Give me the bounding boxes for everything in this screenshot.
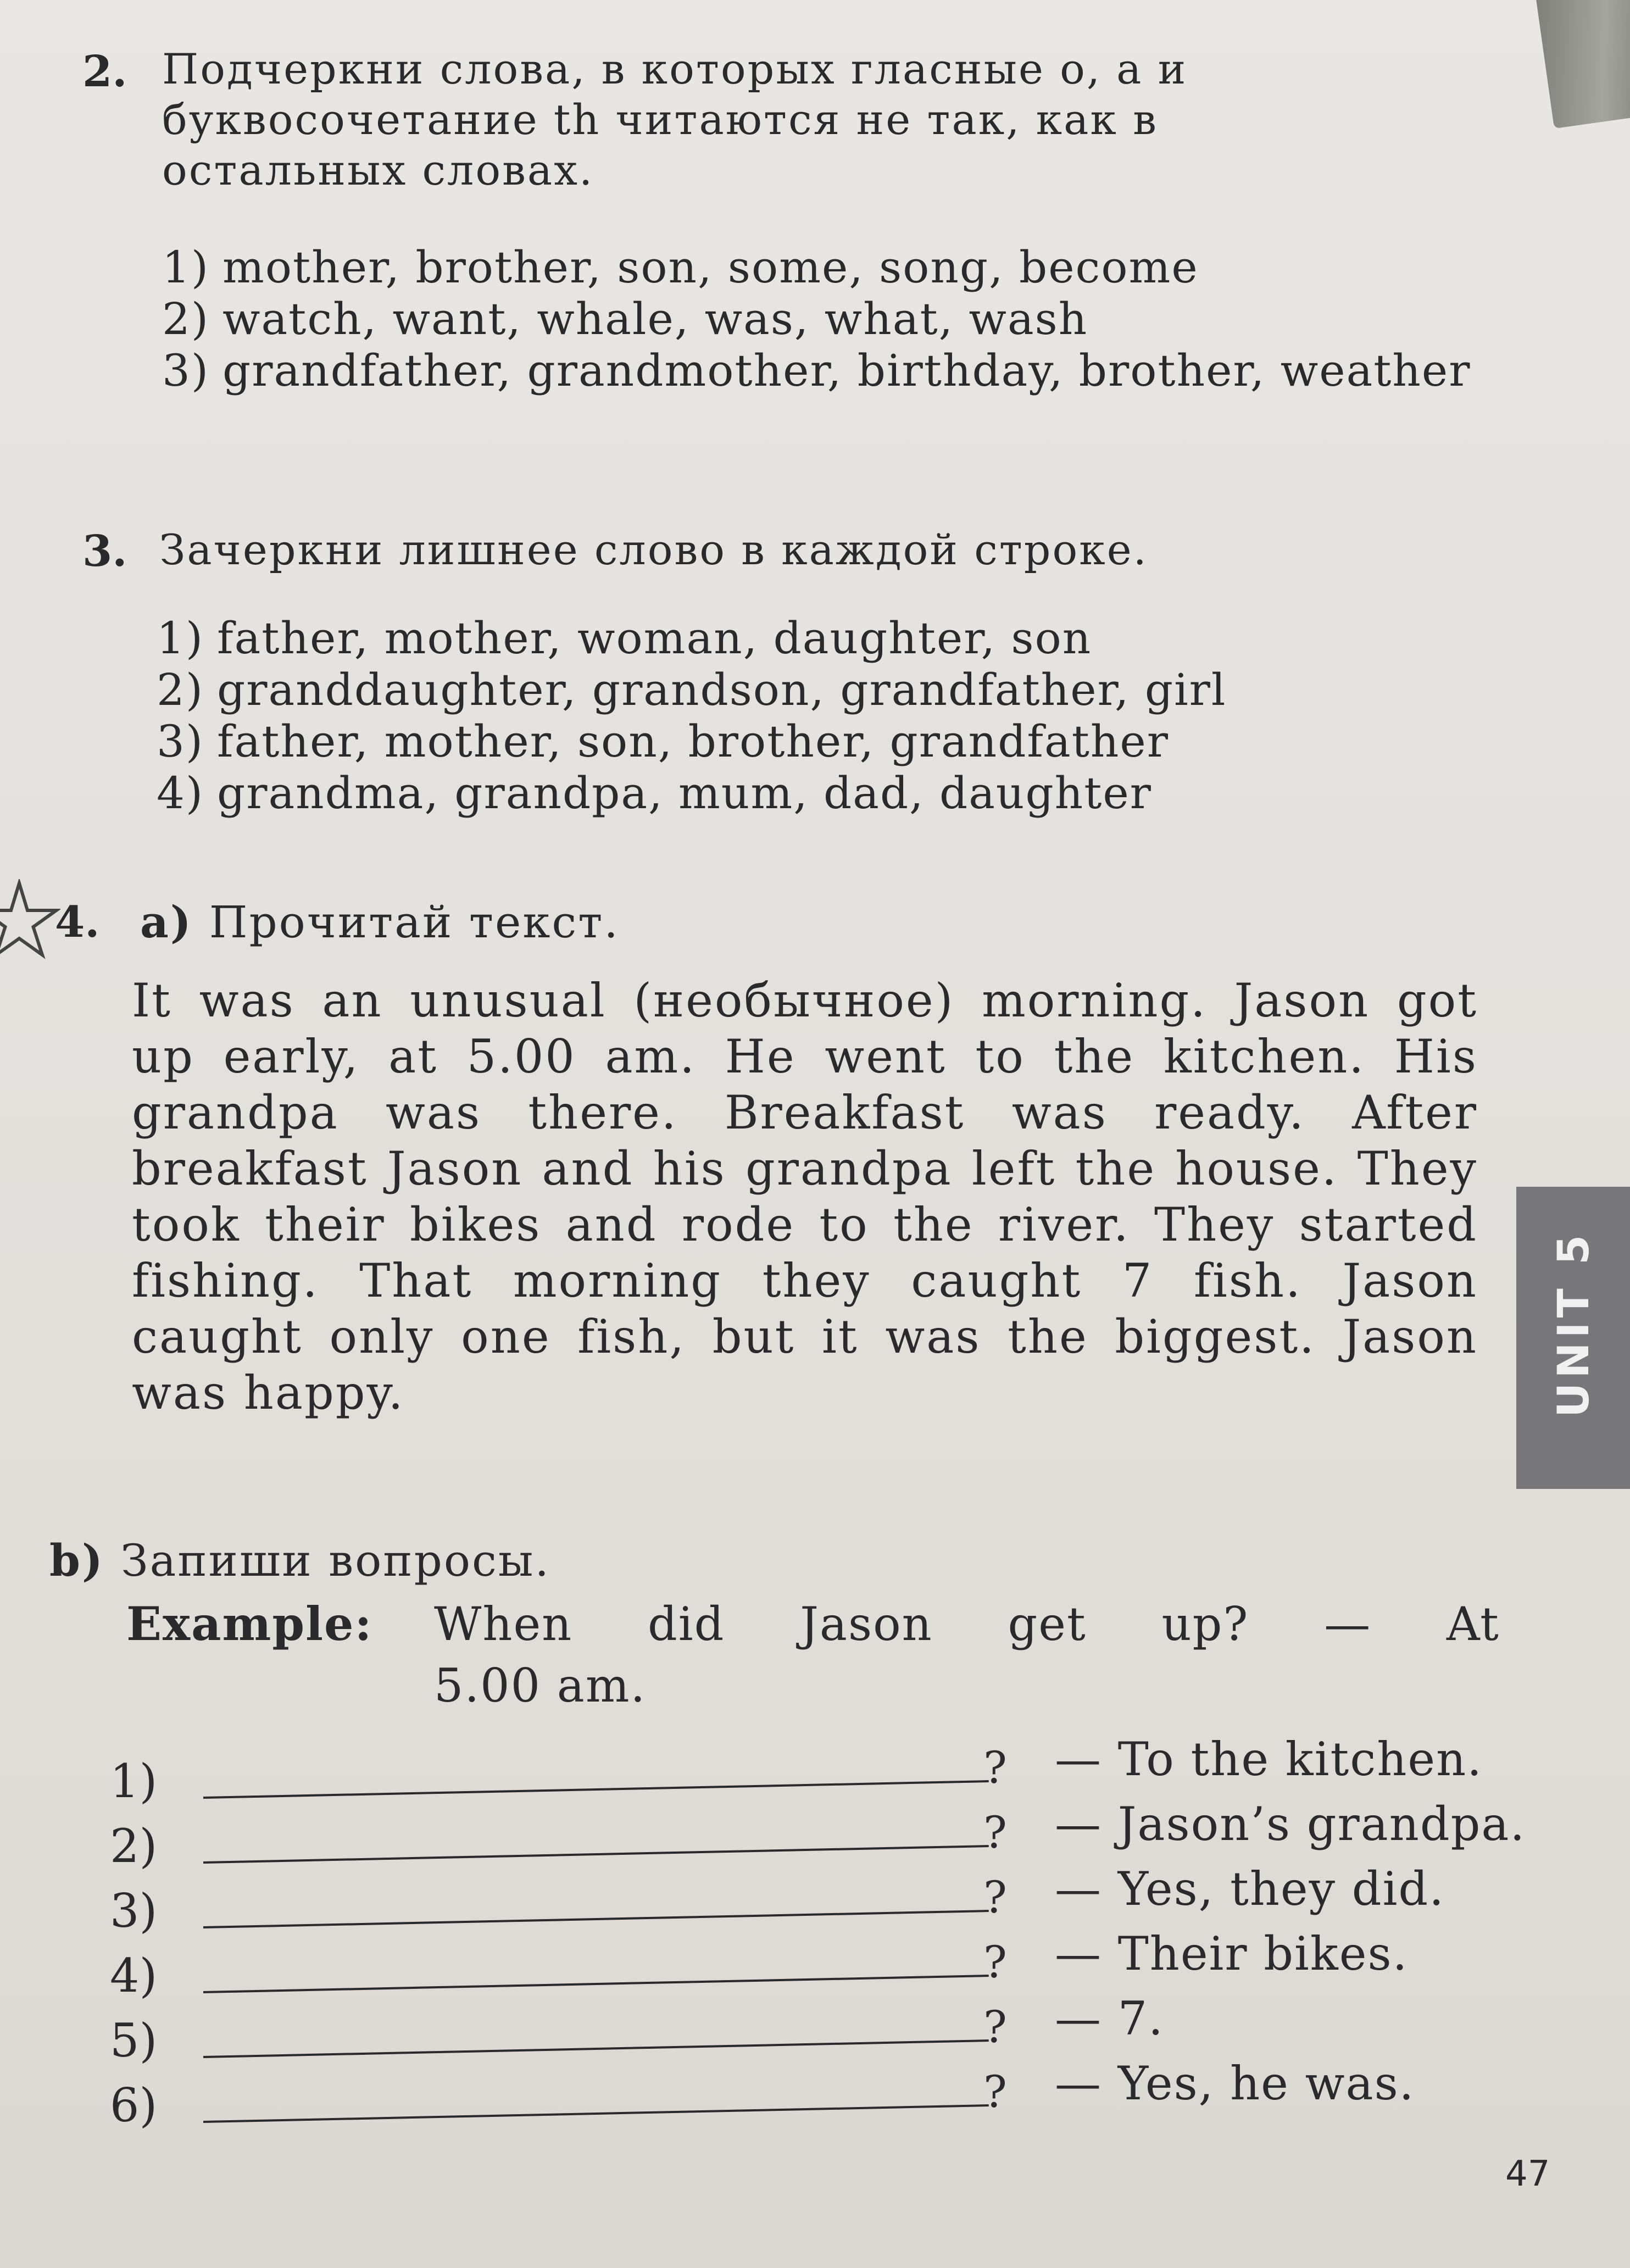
example-block (126, 1593, 1511, 1716)
blank-line[interactable] (203, 2039, 989, 2058)
blank-line[interactable] (203, 1975, 989, 1993)
answer-row: 1) ? — To the kitchen. (110, 1732, 1483, 1808)
example-label: Example: (126, 1597, 373, 1651)
list-item[interactable]: 1) father, mother, woman, daughter, son (157, 613, 1092, 664)
reading-text: It was an unusual (необычное) morning. Jason got up early, at 5.00 am. He went to the kitchen. His grandpa was there. Breakfast was ready. After breakfast Jason and his grandpa left the house. They took their bikes and rode to the river. They started fishing. That morning they caught 7 fish. Jason caught only one fish, but it was the biggest. Jason was happy. (132, 974, 1478, 1420)
example-question: When did Jason get up? — At (434, 1597, 1500, 1651)
star-icon (0, 879, 60, 961)
exercise-2-instruction: Подчеркни слова, в которых гласные о, а и буквосочетание th читаются не так, как в остальных словах. (162, 45, 1188, 194)
answer-row: 4) ? — Their bikes. (110, 1927, 1409, 2003)
exercise-2-list (162, 242, 1486, 397)
answer-row: 3) ? — Yes, they did. (110, 1862, 1445, 1938)
list-item[interactable]: 2) watch, want, whale, was, what, wash (162, 293, 1088, 344)
exercise-4b-heading: b) Запиши вопросы. (49, 1535, 550, 1586)
page-number: 47 (1505, 2154, 1550, 2194)
exercise-3-number: 3. (82, 526, 127, 576)
blank-line[interactable] (203, 1780, 989, 1799)
list-item[interactable]: 2) granddaughter, grandson, grandfather, girl (157, 664, 1227, 715)
exercise-4a-heading: a) Прочитай текст. (140, 896, 620, 948)
unit-tab-label: UNIT 5 (1549, 1230, 1599, 1418)
answer-row: 5) ? — 7. (110, 1992, 1164, 2067)
exercise-3-instruction: Зачеркни лишнее слово в каждой строке. (159, 525, 1148, 574)
list-item[interactable]: 1) mother, brother, son, some, song, become (162, 242, 1199, 293)
example-text (434, 1593, 1500, 1716)
blank-line[interactable] (203, 1910, 989, 1928)
list-item[interactable]: 4) grandma, grandpa, mum, dad, daughter (157, 768, 1152, 819)
answer-lines (110, 1732, 1526, 2132)
blank-line[interactable] (203, 2104, 989, 2123)
pencil-object (1534, 0, 1630, 129)
answer-row: 2) ? — Jason’s grandpa. (110, 1797, 1526, 1873)
example-answer: 5.00 am. (434, 1659, 647, 1713)
list-item[interactable]: 3) father, mother, son, brother, grandfather (157, 716, 1169, 767)
blank-line[interactable] (203, 1845, 989, 1864)
answer-row: 6) ? — Yes, he was. (110, 2056, 1415, 2132)
exercise-3-list (157, 613, 1226, 819)
exercise-4-number: 4. (55, 897, 100, 947)
exercise-2-number: 2. (82, 47, 127, 97)
list-item[interactable]: 3) grandfather, grandmother, birthday, brother, weather (162, 345, 1471, 396)
